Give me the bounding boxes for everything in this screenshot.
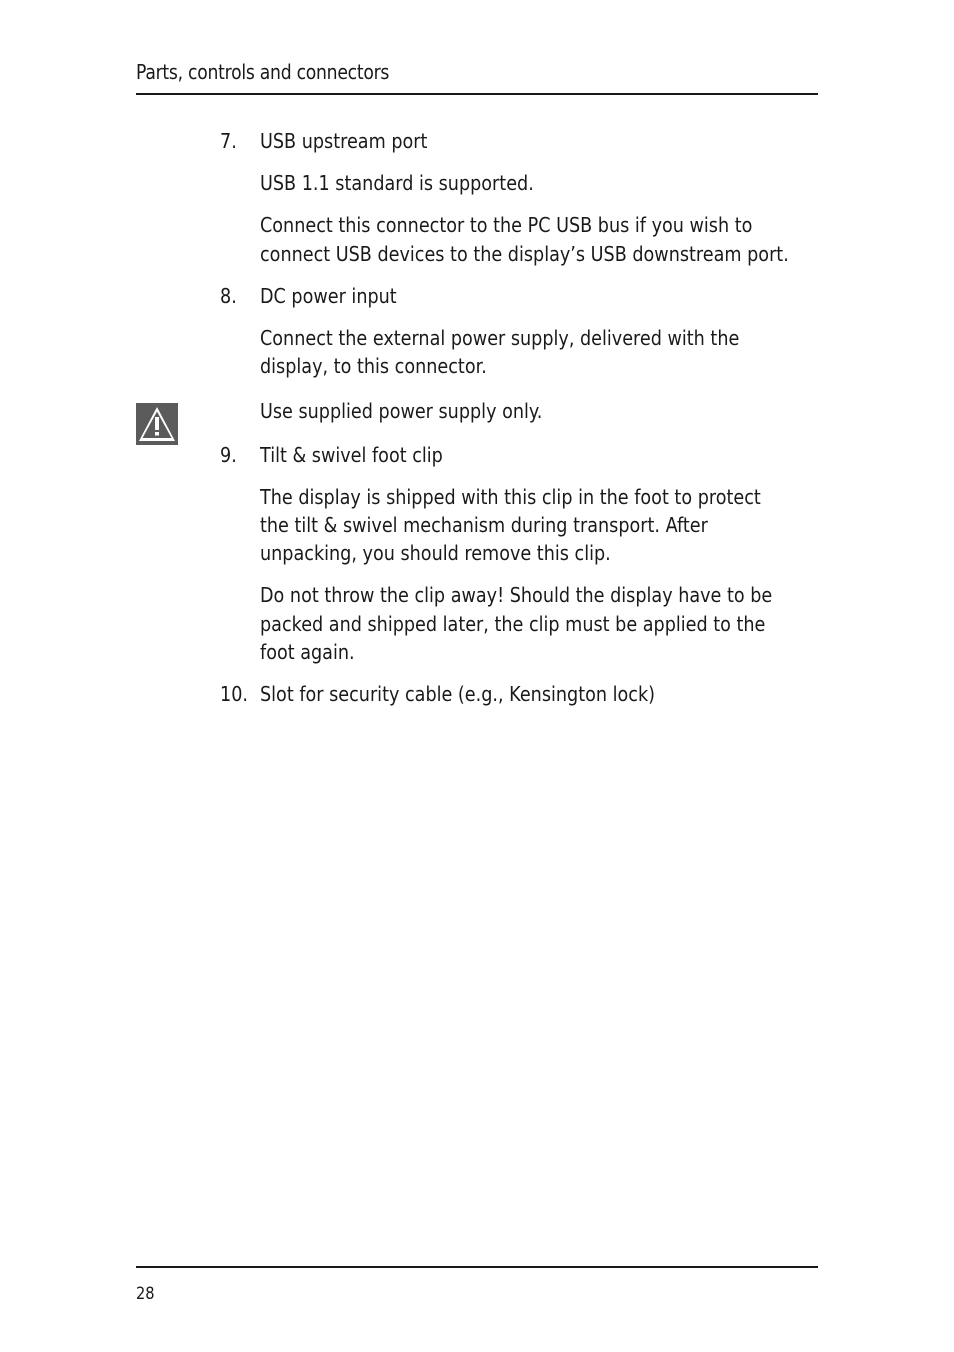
item-10-title: Slot for security cable (e.g., Kensington lock): [260, 682, 656, 706]
running-header: Parts, controls and connectors: [136, 60, 390, 84]
item-8-title: DC power input: [260, 284, 397, 308]
item-8-paragraph-1-line-2: display, to this connector.: [260, 354, 487, 378]
item-9-number: 9.: [220, 443, 237, 467]
item-9-paragraph-1-line-3: unpacking, you should remove this clip.: [260, 541, 611, 565]
footer-rule: [136, 1266, 818, 1268]
item-9-paragraph-2-line-1: Do not throw the clip away! Should the display have to be: [260, 583, 773, 607]
item-8-paragraph-1-line-1: Connect the external power supply, delivered with the: [260, 326, 740, 350]
caution-text: Use supplied power supply only.: [260, 399, 543, 423]
item-9-paragraph-2-line-2: packed and shipped later, the clip must be applied to the: [260, 612, 766, 636]
item-9-title: Tilt & swivel foot clip: [260, 443, 443, 467]
item-8-number: 8.: [220, 284, 237, 308]
item-7-paragraph-2-line-2: connect USB devices to the display’s USB downstream port.: [260, 242, 789, 266]
page-number: 28: [136, 1284, 155, 1304]
item-7-title: USB upstream port: [260, 129, 428, 153]
item-7-number: 7.: [220, 129, 237, 153]
item-10-number: 10.: [220, 682, 248, 706]
caution-triangle-icon: [136, 403, 178, 445]
item-7-paragraph-2-line-1: Connect this connector to the PC USB bus if you wish to: [260, 213, 753, 237]
item-9-paragraph-2-line-3: foot again.: [260, 640, 355, 664]
item-7-paragraph-1-line-1: USB 1.1 standard is supported.: [260, 171, 534, 195]
item-9-paragraph-1-line-2: the tilt & swivel mechanism during transport. After: [260, 513, 708, 537]
item-9-paragraph-1-line-1: The display is shipped with this clip in the foot to protect: [260, 485, 761, 509]
header-rule: [136, 93, 818, 95]
